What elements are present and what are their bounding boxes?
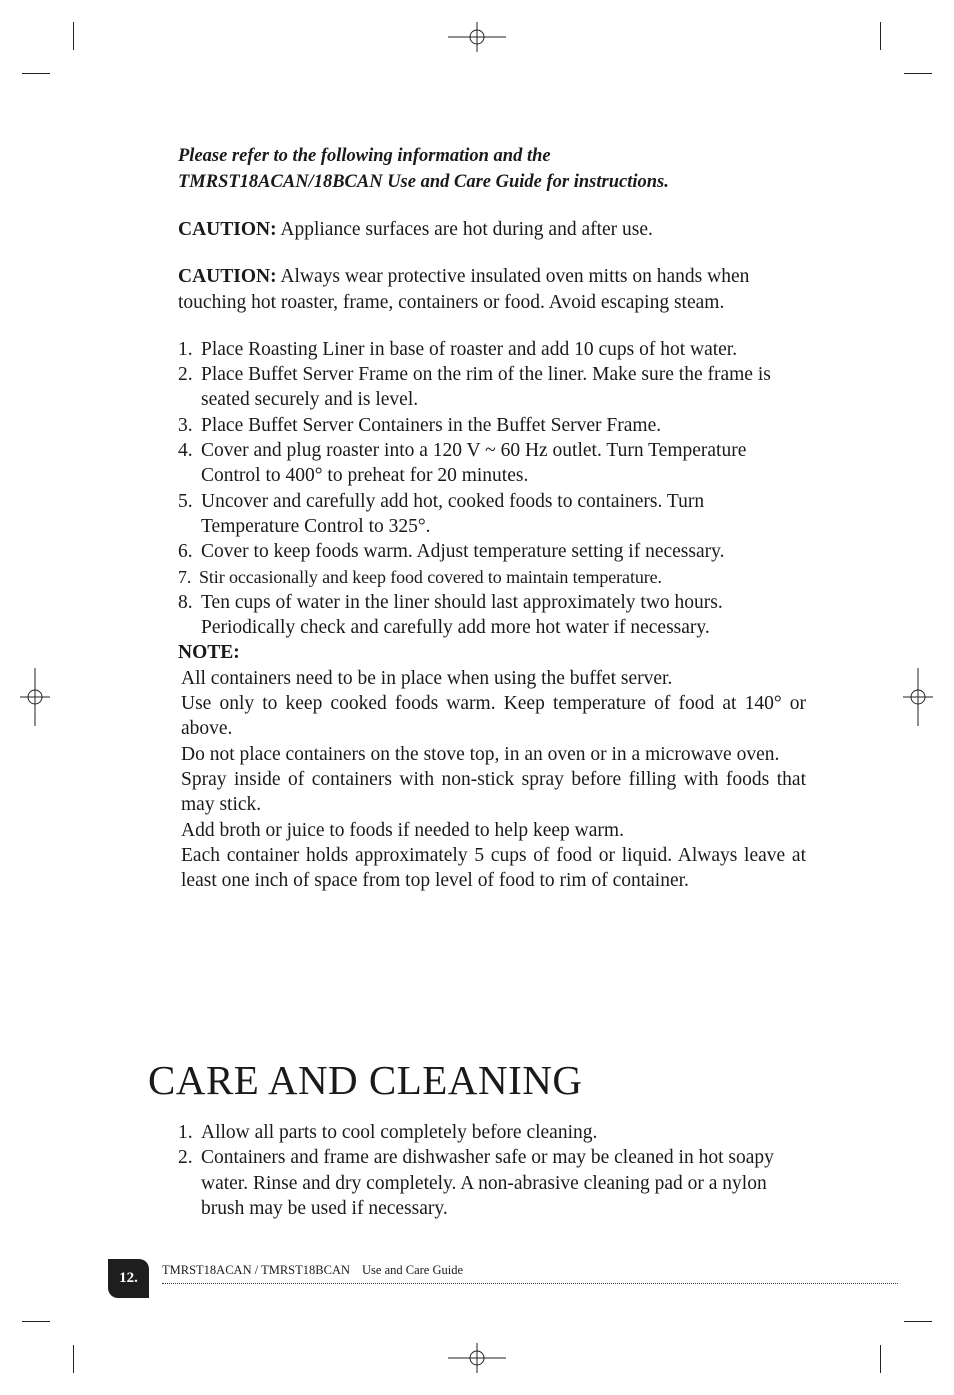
registration-mark-icon xyxy=(448,1343,506,1373)
step-number: 7. xyxy=(178,566,192,587)
footer-guide: Use and Care Guide xyxy=(362,1263,464,1277)
crop-mark xyxy=(73,22,74,50)
step-text: Ten cups of water in the liner should last approximately two hours. Periodically check and carefully add more hot water if necessary. xyxy=(201,591,723,639)
instructions-section xyxy=(178,144,806,893)
caution-text: Appliance surfaces are hot during and after use. xyxy=(276,219,653,240)
crop-mark xyxy=(904,1321,932,1322)
step-text: Place Buffet Server Frame on the rim of the liner. Make sure the frame is seated securely and is level. xyxy=(201,364,771,411)
note-item: Use only to keep cooked foods warm. Keep temperature of food at 140° or above. xyxy=(181,693,806,740)
footer-model: TMRST18ACAN / TMRST18BCAN xyxy=(162,1263,350,1277)
list-item xyxy=(178,337,806,362)
step-number: 6. xyxy=(178,541,193,563)
caution-text: Always wear protective insulated oven mitts on hands when touching hot roaster, frame, containers or food. Avoid escaping steam. xyxy=(178,266,750,313)
footer-dotted-rule xyxy=(162,1283,898,1284)
step-text: Containers and frame are dishwasher safe or may be cleaned in hot soapy water. Rinse and dry completely. A non-abrasive cleaning pad or a nylon brush may be used if necessary. xyxy=(201,1147,774,1219)
caution-paragraph xyxy=(178,264,806,315)
care-section xyxy=(178,1120,806,1221)
page-number-badge: 12. xyxy=(108,1259,149,1298)
note-item: Do not place containers on the stove top, in an oven or in a microwave oven. xyxy=(181,743,780,765)
step-number: 1. xyxy=(178,1122,193,1143)
crop-mark xyxy=(22,73,50,74)
step-number: 2. xyxy=(178,364,193,386)
steps-list xyxy=(178,337,806,641)
note-item: All containers need to be in place when using the buffet server. xyxy=(181,667,673,689)
note-label: NOTE: xyxy=(178,642,240,664)
caution-label: CAUTION: xyxy=(178,219,277,240)
intro-line: TMRST18ACAN/18BCAN Use and Care Guide for instructions. xyxy=(178,171,669,192)
list-item xyxy=(178,565,806,590)
step-number: 2. xyxy=(178,1147,193,1169)
step-number: 1. xyxy=(178,338,193,360)
step-text: Place Roasting Liner in base of roaster and add 10 cups of hot water. xyxy=(201,338,738,360)
crop-mark xyxy=(880,1345,881,1373)
step-text: Place Buffet Server Containers in the Buffet Server Frame. xyxy=(201,414,662,436)
step-number: 3. xyxy=(178,414,193,436)
note-item: Each container holds approximately 5 cups of food or liquid. Always leave at least one inch of space from top level of food to rim of container. xyxy=(181,844,806,892)
list-item xyxy=(178,438,806,489)
registration-mark-icon xyxy=(903,668,933,726)
list-item xyxy=(178,1145,806,1221)
step-text: Cover to keep foods warm. Adjust temperature setting if necessary. xyxy=(201,541,725,563)
registration-mark-icon xyxy=(20,668,50,726)
section-title: CARE AND CLEANING xyxy=(148,1057,583,1103)
step-text: Uncover and carefully add hot, cooked foods to containers. Turn Temperature Control to 325°. xyxy=(201,490,705,537)
caution-paragraph xyxy=(178,217,806,242)
registration-mark-icon xyxy=(448,22,506,52)
intro-line: Please refer to the following information and the xyxy=(178,146,551,166)
step-number: 5. xyxy=(178,490,193,512)
list-item xyxy=(178,362,806,413)
list-item xyxy=(178,489,806,540)
crop-mark xyxy=(73,1345,74,1373)
step-number: 4. xyxy=(178,440,193,462)
list-item xyxy=(178,590,806,641)
intro-text xyxy=(178,144,806,195)
crop-mark xyxy=(880,22,881,50)
note-list xyxy=(181,666,806,894)
caution-label: CAUTION: xyxy=(178,266,277,288)
note-item: Add broth or juice to foods if needed to help keep warm. xyxy=(181,819,624,841)
step-text: Allow all parts to cool completely before cleaning. xyxy=(201,1122,598,1143)
note-item: Spray inside of containers with non-stick spray before filling with foods that may stick. xyxy=(181,768,806,816)
step-text: Cover and plug roaster into a 120 V ~ 60 Hz outlet. Turn Temperature Control to 400° to preheat for 20 minutes. xyxy=(201,440,747,487)
crop-mark xyxy=(22,1321,50,1322)
care-steps-list xyxy=(178,1120,806,1221)
list-item xyxy=(178,413,806,438)
footer-text xyxy=(162,1262,463,1278)
step-text: Stir occasionally and keep food covered to maintain temperature. xyxy=(199,566,662,587)
step-number: 8. xyxy=(178,591,193,613)
crop-mark xyxy=(904,73,932,74)
list-item xyxy=(178,539,806,564)
list-item xyxy=(178,1120,806,1145)
